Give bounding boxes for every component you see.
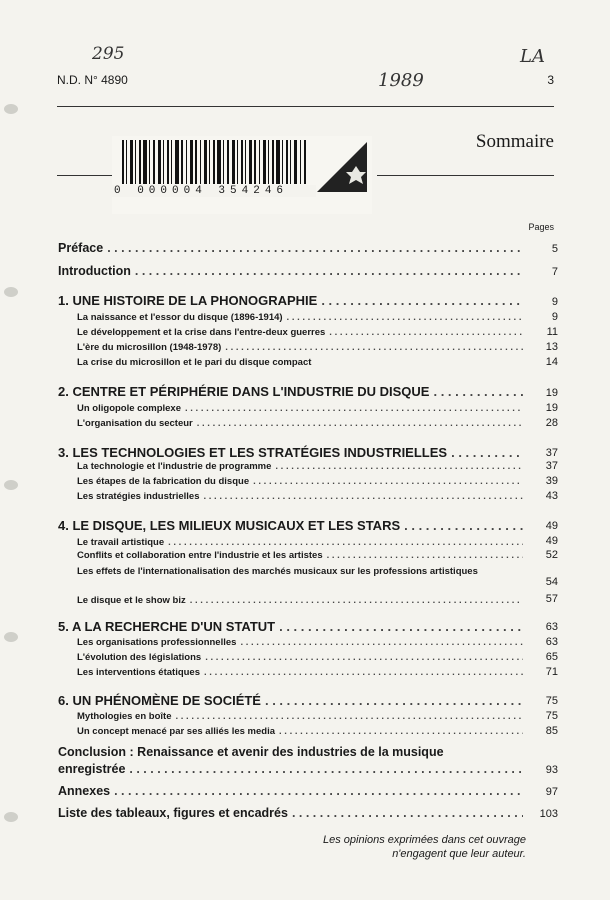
toc-page: 71 <box>545 666 558 678</box>
toc-page: 9 <box>551 311 558 323</box>
toc-page: 63 <box>545 636 558 648</box>
toc-page: 37 <box>545 447 558 459</box>
toc-entry-annexes: Annexes . . . <box>58 784 527 798</box>
toc-page: 49 <box>545 520 558 532</box>
handwritten-year: 1989 <box>378 70 424 91</box>
toc-subentry: Les étapes de la fabrication du disque . . . <box>58 476 527 487</box>
title-rule-right <box>377 175 554 176</box>
page-title: Sommaire <box>475 131 554 152</box>
toc-page: 93 <box>545 764 558 776</box>
toc-subentry: La naissance et l'essor du disque (1896-1914) . . . <box>58 312 527 323</box>
document-reference: N.D. N° 4890 <box>57 73 128 87</box>
toc-section-2: 2. CENTRE ET PÉRIPHÉRIE DANS L'INDUSTRIE DU DISQUE . . . <box>58 384 527 399</box>
toc-page: 85 <box>545 725 558 737</box>
toc-subentry: Mythologies en boîte . . . <box>58 711 527 722</box>
toc-subentry: La crise du microsillon et le pari du disque compact <box>77 357 312 368</box>
toc-page: 43 <box>545 490 558 502</box>
toc-page: 9 <box>551 296 558 308</box>
toc-page: 5 <box>551 243 558 255</box>
toc-section-5: 5. A LA RECHERCHE D'UN STATUT . . . <box>58 619 527 634</box>
toc-entry-liste: Liste des tableaux, figures et encadrés . . . <box>58 806 527 820</box>
toc-subentry: Conflits et collaboration entre l'industrie et les artistes . . . <box>58 550 527 561</box>
handwritten-code: LA <box>520 46 545 67</box>
toc-subentry: L'ère du microsillon (1948-1978) . . . <box>58 342 527 353</box>
title-rule-left <box>57 175 117 176</box>
toc-section-3: 3. LES TECHNOLOGIES ET LES STRATÉGIES INDUSTRIELLES . . . <box>58 445 527 460</box>
page-number: 3 <box>547 73 554 87</box>
toc-subentry: Un oligopole complexe . . . <box>58 403 527 414</box>
punch-hole-mark <box>4 104 18 114</box>
toc-entry-introduction: Introduction . . . <box>58 264 527 278</box>
handwritten-number: 295 <box>92 44 125 64</box>
toc-page: 54 <box>545 576 558 588</box>
toc-subentry: Le disque et le show biz . . . <box>58 595 527 606</box>
toc-section-4: 4. LE DISQUE, LES MILIEUX MUSICAUX ET LES STARS . . . <box>58 518 527 533</box>
toc-page: 19 <box>545 387 558 399</box>
header-rule <box>57 106 554 107</box>
toc-page: 52 <box>545 549 558 561</box>
toc-subentry: Le développement et la crise dans l'entre-deux guerres . . . <box>58 327 527 338</box>
toc-page: 11 <box>546 326 558 338</box>
toc-subentry: Les organisations professionnelles . . . <box>58 637 527 648</box>
toc-subentry: L'évolution des législations . . . <box>58 652 527 663</box>
toc-subentry: Un concept menacé par ses alliés les media . . . <box>58 726 527 737</box>
punch-hole-mark <box>4 287 18 297</box>
toc-page: 14 <box>545 356 558 368</box>
toc-page: 39 <box>545 475 558 487</box>
logo-emblem-icon <box>317 142 367 192</box>
toc-page: 63 <box>545 621 558 633</box>
toc-page: 65 <box>545 651 558 663</box>
punch-hole-mark <box>4 480 18 490</box>
disclaimer-note <box>200 833 526 861</box>
punch-hole-mark <box>4 812 18 822</box>
toc-subentry: Les interventions étatiques . . . <box>58 667 527 678</box>
toc-entry-conclusion: Conclusion : Renaissance et avenir des industries de la musique <box>58 745 444 759</box>
toc-entry-conclusion-line2: enregistrée . . . <box>58 762 527 776</box>
toc-section-6: 6. UN PHÉNOMÈNE DE SOCIÉTÉ . . . <box>58 693 527 708</box>
toc-page: 19 <box>545 402 558 414</box>
toc-subentry-multiline: Les effets de l'internationalisation des marchés musicaux sur les professions artistiques <box>77 566 478 577</box>
toc-subentry: L'organisation du secteur . . . <box>58 418 527 429</box>
disclaimer-line-2: n'engagent que leur auteur. <box>392 848 526 860</box>
pages-label: Pages <box>528 222 554 232</box>
toc-page: 37 <box>545 460 558 472</box>
toc-page: 28 <box>545 417 558 429</box>
toc-page: 49 <box>545 535 558 547</box>
toc-page: 97 <box>545 786 558 798</box>
toc-subentry: La technologie et l'industrie de programme . . . <box>58 461 527 472</box>
toc-subentry: Les stratégies industrielles . . . <box>58 491 527 502</box>
toc-page: 57 <box>545 593 558 605</box>
toc-entry-preface: Préface . . . <box>58 241 527 255</box>
toc-page: 75 <box>545 710 558 722</box>
toc-page: 75 <box>545 695 558 707</box>
toc-subentry: Le travail artistique . . . <box>58 537 527 548</box>
punch-hole-mark <box>4 632 18 642</box>
barcode <box>112 136 372 214</box>
disclaimer-line-1: Les opinions exprimées dans cet ouvrage <box>322 834 526 846</box>
toc-page: 7 <box>551 266 558 278</box>
toc-page: 13 <box>545 341 558 353</box>
barcode-digits: 0 000004 354246 <box>112 185 316 197</box>
toc-page: 103 <box>539 808 558 820</box>
toc-section-1: 1. UNE HISTOIRE DE LA PHONOGRAPHIE . . . <box>58 293 527 308</box>
